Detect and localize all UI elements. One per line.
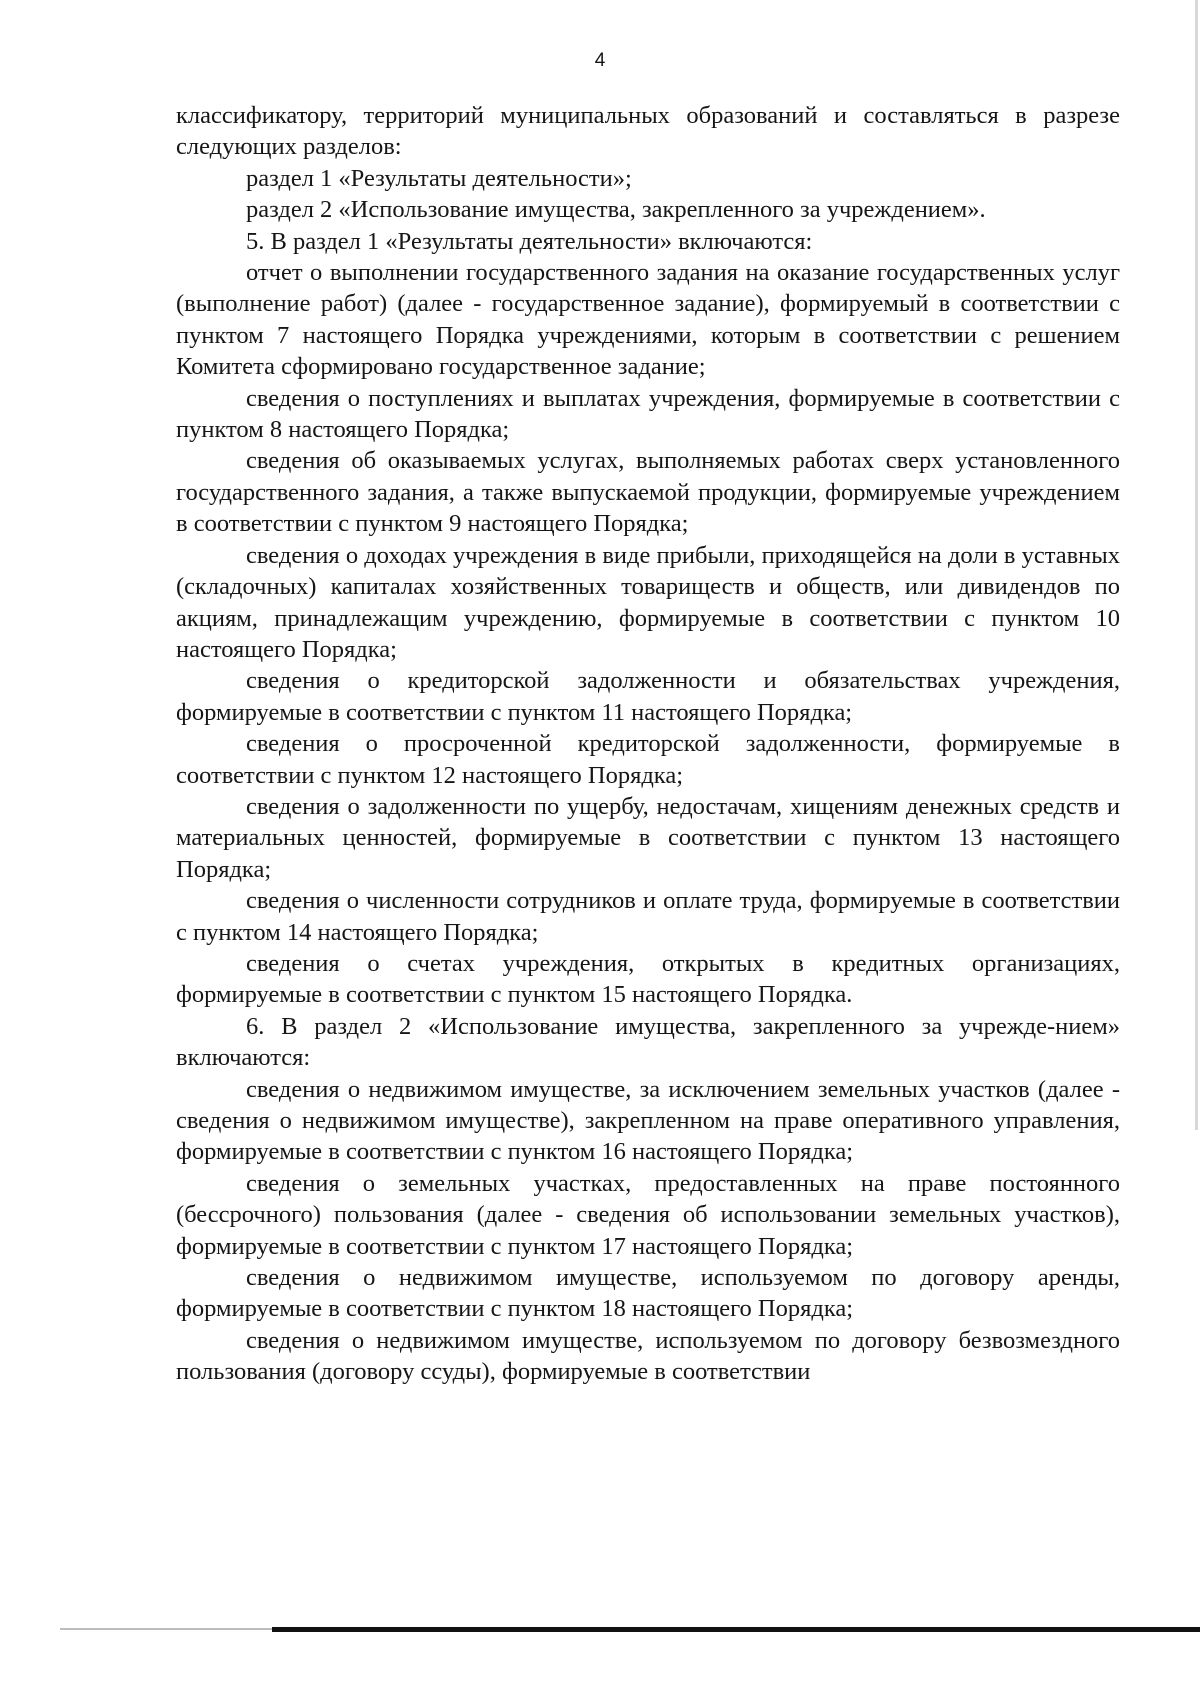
scan-bottom-line	[272, 1627, 1200, 1632]
paragraph: классификатору, территорий муниципальных образований и составляться в разрезе следующих разделов:	[176, 102, 1120, 161]
page-number: 4	[594, 50, 606, 71]
paragraph: сведения о недвижимом имуществе, используемом по договору аренды, формируемые в соответствии с пунктом 18 настоящего Порядка;	[176, 1264, 1120, 1323]
paragraph: сведения об оказываемых услугах, выполняемых работах сверх установленного государственного задания, а также выпускаемой продукции, формируемые учреждением в соответствии с пунктом 9 настоящего Порядка;	[176, 447, 1120, 538]
paragraph: сведения о кредиторской задолженности и обязательствах учреждения, формируемые в соответствии с пунктом 11 настоящего Порядка;	[176, 667, 1120, 726]
paragraph: сведения о просроченной кредиторской задолженности, формируемые в соответствии с пунктом 12 настоящего Порядка;	[176, 730, 1120, 789]
document-body	[176, 100, 1120, 1388]
scan-bottom-line-faint	[60, 1628, 272, 1630]
paragraph: сведения о численности сотрудников и оплате труда, формируемые в соответствии с пунктом 14 настоящего Порядка;	[176, 887, 1120, 946]
paragraph: сведения о доходах учреждения в виде прибыли, приходящейся на доли в уставных (складочных) капиталах хозяйственных товариществ и обществ, или дивидендов по акциям, принадлежащим учреждению, формируемые в соответствии с пунктом 10 настоящего Порядка;	[176, 541, 1120, 663]
paragraph: сведения о поступлениях и выплатах учреждения, формируемые в соответствии с пунктом 8 настоящего Порядка;	[176, 384, 1120, 444]
paragraph: отчет о выполнении государственного задания на оказание государственных услуг (выполнение работ) (далее - государственное задание), формируемый в соответствии с пунктом 7 настоящего Порядка учреждениями, которым в соответствии с решением Комитета сформировано государственное задание;	[176, 259, 1120, 381]
section-heading: 5. В раздел 1 «Результаты деятельности» включаются:	[246, 227, 813, 255]
paragraph: сведения о недвижимом имуществе, за исключением земельных участков (далее - сведения о недвижимом имуществе), закрепленном на праве оперативного управления, формируемые в соответствии с пунктом 16 настоящего Порядка;	[176, 1075, 1120, 1166]
paragraph: раздел 2 «Использование имущества, закрепленного за учреждением».	[246, 196, 986, 224]
section-heading: 6. В раздел 2 «Использование имущества, закрепленного за учрежде-нием» включаются:	[176, 1012, 1120, 1072]
scan-edge-line	[1195, 0, 1198, 1130]
paragraph: сведения о недвижимом имуществе, используемом по договору безвозмездного пользования (договору ссуды), формируемые в соответствии	[176, 1326, 1120, 1386]
paragraph: раздел 1 «Результаты деятельности»;	[246, 164, 632, 192]
paragraph: сведения о задолженности по ущербу, недостачам, хищениям денежных средств и материальных ценностей, формируемые в соответствии с пунктом 13 настоящего Порядка;	[176, 792, 1120, 883]
paragraph: сведения о счетах учреждения, открытых в кредитных организациях, формируемые в соответствии с пунктом 15 настоящего Порядка.	[176, 949, 1120, 1009]
paragraph: сведения о земельных участках, предоставленных на праве постоянного (бессрочного) пользования (далее - сведения об использовании земельных участков), формируемые в соответствии с пунктом 17 настоящего Порядка;	[176, 1169, 1120, 1260]
